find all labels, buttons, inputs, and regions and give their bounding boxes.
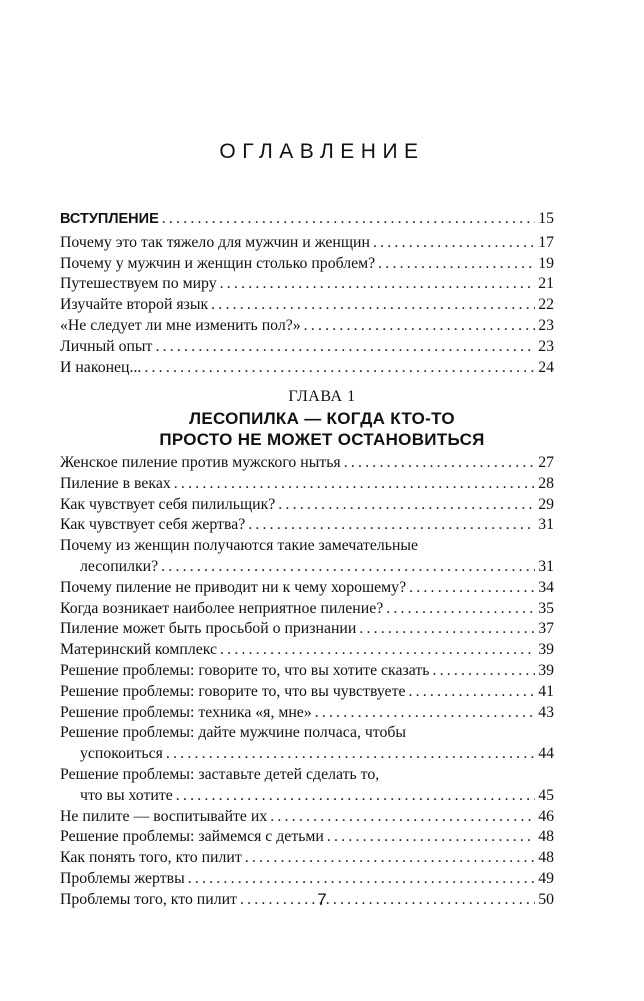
toc-entry-title: Решение проблемы: говорите то, что вы хотите сказать <box>60 661 430 679</box>
leader-dots <box>386 599 535 620</box>
leader-dots <box>162 209 535 230</box>
leader-dots <box>373 233 535 254</box>
toc-entry <box>60 515 554 536</box>
toc-entry-title: Как чувствует себя жертва? <box>60 516 246 534</box>
toc-entry-first-line: Почему из женщин получаются такие замечательные <box>60 537 419 555</box>
chapter-title <box>0 408 644 450</box>
toc-entry-title: Материнский комплекс <box>60 641 218 659</box>
leader-dots <box>359 619 535 640</box>
toc-entry <box>60 209 554 230</box>
leader-dots <box>174 474 535 495</box>
leader-dots <box>315 703 536 724</box>
toc-entry <box>60 619 554 640</box>
toc-entry-page: 23 <box>538 337 554 355</box>
toc-entry-title: ВСТУПЛЕНИЕ <box>60 211 159 227</box>
toc-entry-first-line: Решение проблемы: дайте мужчине полчаса, чтобы <box>60 724 407 742</box>
leader-dots <box>188 869 536 890</box>
toc-entry <box>60 337 554 358</box>
toc-entry <box>60 274 554 295</box>
toc-entry-page: 39 <box>538 661 554 679</box>
toc-entry-title: Как чувствует себя пилильщик? <box>60 495 276 513</box>
toc-entry <box>60 578 554 599</box>
leader-dots <box>432 661 535 682</box>
toc-entry-page: 23 <box>538 316 554 334</box>
leader-dots <box>304 316 536 337</box>
leader-dots <box>144 358 535 379</box>
toc-title: ОГЛАВЛЕНИЕ <box>219 140 425 163</box>
toc-entry-page: 31 <box>538 557 554 575</box>
toc-entry-page: 45 <box>538 786 554 804</box>
toc-entry-title: Пиление в веках <box>60 474 171 492</box>
toc-entry-title: Проблемы жертвы <box>60 869 185 887</box>
toc-entry-page: 35 <box>538 599 554 617</box>
toc-entry-title: Женское пиление против мужского нытья <box>60 454 341 471</box>
leader-dots <box>409 578 535 599</box>
chapter-section <box>60 453 554 911</box>
toc-entry-page: 28 <box>538 474 554 492</box>
toc-entry-page: 19 <box>538 254 554 272</box>
toc-entry-title: Решение проблемы: займемся с детьми <box>60 828 324 846</box>
toc-entry-title: что вы хотите <box>80 786 173 804</box>
toc-entry-title: Почему у мужчин и женщин столько проблем? <box>60 254 376 272</box>
leader-dots <box>161 557 535 578</box>
leader-dots <box>327 827 535 848</box>
leader-dots <box>155 337 535 358</box>
toc-entry-title: Путешествуем по миру <box>60 275 217 293</box>
toc-entry-page: 27 <box>538 454 554 471</box>
toc-entry-page: 22 <box>538 296 554 314</box>
toc-entry-page: 41 <box>538 682 554 700</box>
toc-entry-page: 29 <box>538 495 554 513</box>
toc-entry-title: Когда возникает наиболее неприятное пиление? <box>60 599 384 617</box>
leader-dots <box>344 453 536 474</box>
toc-entry-title: И наконец... <box>60 358 142 376</box>
toc-entry <box>60 474 554 495</box>
toc-entry <box>60 295 554 316</box>
toc-entry <box>60 848 554 869</box>
toc-entry-page: 15 <box>538 210 554 227</box>
toc-entry <box>60 640 554 661</box>
toc-entry <box>60 316 554 337</box>
toc-entry-title: Решение проблемы: техника «я, мне» <box>60 703 312 721</box>
toc-entry-title: Личный опыт <box>60 337 153 355</box>
toc-entry-title: Как понять того, кто пилит <box>60 849 242 867</box>
toc-entry-page: 46 <box>538 807 554 825</box>
leader-dots <box>166 744 535 765</box>
toc-entry-page: 31 <box>538 516 554 534</box>
toc-entry <box>60 869 554 890</box>
toc-entry <box>60 495 554 516</box>
toc-entry <box>60 254 554 275</box>
toc-entry-page: 48 <box>538 828 554 846</box>
toc-entry-page: 39 <box>538 641 554 659</box>
toc-entry-title: Решение проблемы: говорите то, что вы чувствуете <box>60 682 406 700</box>
toc-entry-title: успокоиться <box>80 745 163 763</box>
toc-entry <box>60 661 554 682</box>
toc-entry-page: 49 <box>538 869 554 887</box>
toc-entry-page: 24 <box>538 358 554 376</box>
toc-entry <box>60 557 554 578</box>
toc-entry <box>60 827 554 848</box>
page-number: 7 <box>317 890 327 909</box>
toc-entry-title: Пиление может быть просьбой о признании <box>60 620 357 638</box>
toc-entry-page: 37 <box>538 620 554 638</box>
toc-entry-page: 34 <box>538 578 554 596</box>
toc-entry-page: 44 <box>538 745 554 763</box>
toc-entry-first-line: Решение проблемы: заставьте детей сделать то, <box>60 765 380 783</box>
toc-entry-title: «Не следует ли мне изменить пол?» <box>60 316 301 334</box>
toc-entry <box>60 786 554 807</box>
toc-entry <box>60 744 554 765</box>
toc-entry <box>60 599 554 620</box>
chapter-title-line: ПРОСТО НЕ МОЖЕТ ОСТАНОВИТЬСЯ <box>159 430 485 449</box>
toc-entry-page: 50 <box>538 890 554 908</box>
chapter-label: ГЛАВА 1 <box>288 388 356 405</box>
toc-entry <box>60 682 554 703</box>
leader-dots <box>220 640 535 661</box>
leader-dots <box>278 495 535 516</box>
intro-section <box>60 209 554 378</box>
toc-entry-page: 43 <box>538 703 554 721</box>
leader-dots <box>248 515 535 536</box>
leader-dots <box>220 274 536 295</box>
leader-dots <box>378 254 535 275</box>
toc-entry <box>60 807 554 828</box>
leader-dots <box>408 682 535 703</box>
leader-dots <box>176 786 535 807</box>
toc-entry-title: Изучайте второй язык <box>60 296 209 314</box>
toc-entry-page: 48 <box>538 849 554 867</box>
leader-dots <box>211 295 535 316</box>
toc-entry <box>60 233 554 254</box>
toc-entry-title: Почему пиление не приводит ни к чему хорошему? <box>60 578 407 596</box>
toc-entry-title: Почему это так тяжело для мужчин и женщин <box>60 233 370 251</box>
leader-dots <box>270 807 535 828</box>
toc-entry-page: 21 <box>538 275 554 293</box>
leader-dots <box>245 848 535 869</box>
toc-entry-title: Проблемы того, кто пилит <box>60 890 237 908</box>
toc-entry <box>60 453 554 474</box>
toc-entry-title: Не пилите — воспитывайте их <box>60 807 268 825</box>
toc-entry <box>60 703 554 724</box>
toc-entry-title: лесопилки? <box>80 557 159 575</box>
chapter-title-line: ЛЕСОПИЛКА — КОГДА КТО-ТО <box>189 409 455 428</box>
toc-entry <box>60 358 554 379</box>
toc-entry-page: 17 <box>538 233 554 251</box>
